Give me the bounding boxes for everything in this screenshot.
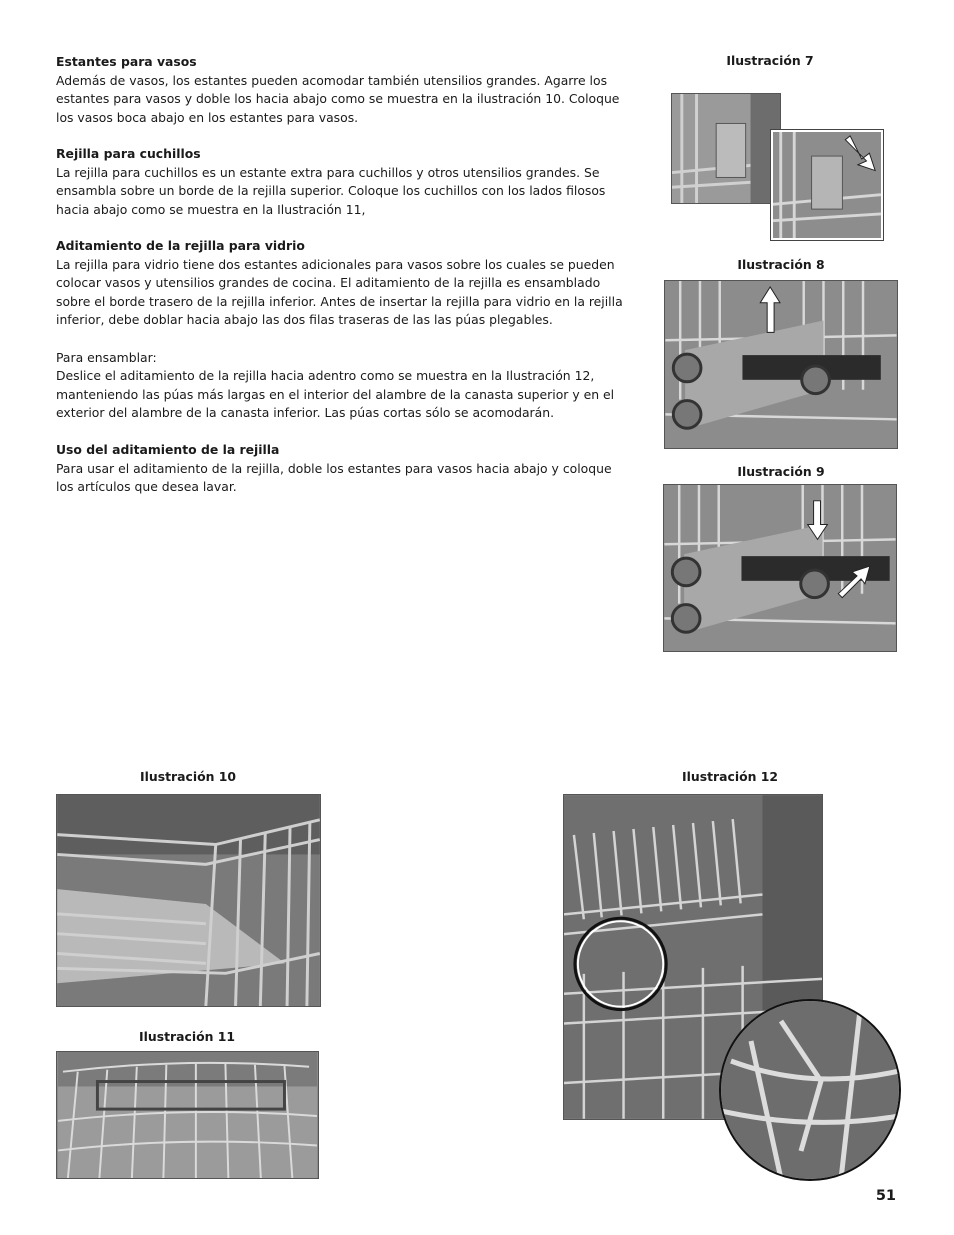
text-line: sobre el borde trasero de la rejilla inferior. Antes de insertar la rejilla para vidrio en la rejilla — [56, 293, 623, 309]
zoomed-wire-detail-image — [721, 1001, 899, 1179]
text-line: hacia abajo como se muestra en la Ilustración 11, — [56, 201, 366, 217]
rack-attachment-image — [665, 281, 897, 448]
section-rejilla-cuchillos — [56, 145, 631, 219]
illustration-7-photo-a — [671, 93, 781, 204]
text-line: los vasos boca abajo en los estantes para vasos. — [56, 109, 359, 125]
text-line: Deslice el aditamiento de la rejilla hacia adentro como se muestra en la Ilustración 12, — [56, 368, 595, 384]
text-line: colocar vasos y utensilios grandes de cocina. El aditamiento de la rejilla es ensamblado — [56, 275, 601, 291]
text-line: Además de vasos, los estantes pueden acomodar también utensilios grandes. Agarre los — [56, 72, 608, 88]
text-line: inferior, debe doblar hacia abajo las dos filas traseras de las las púas plegables. — [56, 312, 553, 328]
text-line: exterior del alambre de la canasta inferior. Las púas cortas sólo se acomodarán. — [56, 405, 555, 421]
text-line: La rejilla para vidrio tiene dos estantes adicionales para vasos sobre los cuales se pueden — [56, 256, 615, 272]
blank-line — [56, 330, 631, 349]
page-number: 51 — [875, 1188, 896, 1204]
section-heading: Uso del aditamiento de la rejilla — [56, 442, 280, 457]
knife-rack-image — [57, 1052, 318, 1178]
illustration-7-photo-b — [771, 130, 883, 240]
caption-illustration-9: Ilustración 9 — [737, 464, 825, 479]
caption-illustration-7: Ilustración 7 — [726, 53, 814, 68]
illustration-8-photo — [664, 280, 898, 449]
illustration-12-detail-zoom — [719, 999, 901, 1181]
illustration-9-photo — [663, 484, 897, 652]
section-heading: Aditamiento de la rejilla para vidrio — [56, 238, 305, 253]
section-estantes-vasos — [56, 53, 631, 127]
text-line: La rejilla para cuchillos es un estante extra para cuchillos y otros utensilios grandes. Se — [56, 164, 600, 180]
text-line: manteniendo las púas más largas en el interior del alambre de la canasta superior y en el — [56, 386, 615, 402]
caption-illustration-12: Ilustración 12 — [682, 769, 778, 784]
illustration-11-photo — [56, 1051, 319, 1179]
text-line: ensambla sobre un borde de la rejilla superior. Coloque los cuchillos con los lados filosos — [56, 183, 606, 199]
caption-illustration-11: Ilustración 11 — [139, 1029, 235, 1044]
rack-clip-arrow-image — [773, 132, 881, 238]
section-uso-aditamiento — [56, 441, 631, 497]
section-heading: Estantes para vasos — [56, 54, 197, 69]
illustration-10-photo — [56, 794, 321, 1007]
text-line: Para usar el aditamiento de la rejilla, doble los estantes para vasos hacia abajo y coloque — [56, 460, 612, 476]
caption-illustration-10: Ilustración 10 — [140, 769, 236, 784]
section-heading: Rejilla para cuchillos — [56, 146, 201, 161]
text-line: estantes para vasos y doble los hacia abajo como se muestra en la ilustración 10. Coloque — [56, 91, 620, 107]
text-line: los artículos que desea lavar. — [56, 479, 237, 495]
section-aditamiento-vidrio — [56, 237, 631, 423]
caption-illustration-8: Ilustración 8 — [737, 257, 825, 272]
rack-attachment-arrows-image — [664, 485, 896, 651]
cup-shelves-image — [57, 795, 320, 1006]
text-line: Para ensamblar: — [56, 349, 157, 365]
rack-clip-image — [672, 94, 780, 203]
